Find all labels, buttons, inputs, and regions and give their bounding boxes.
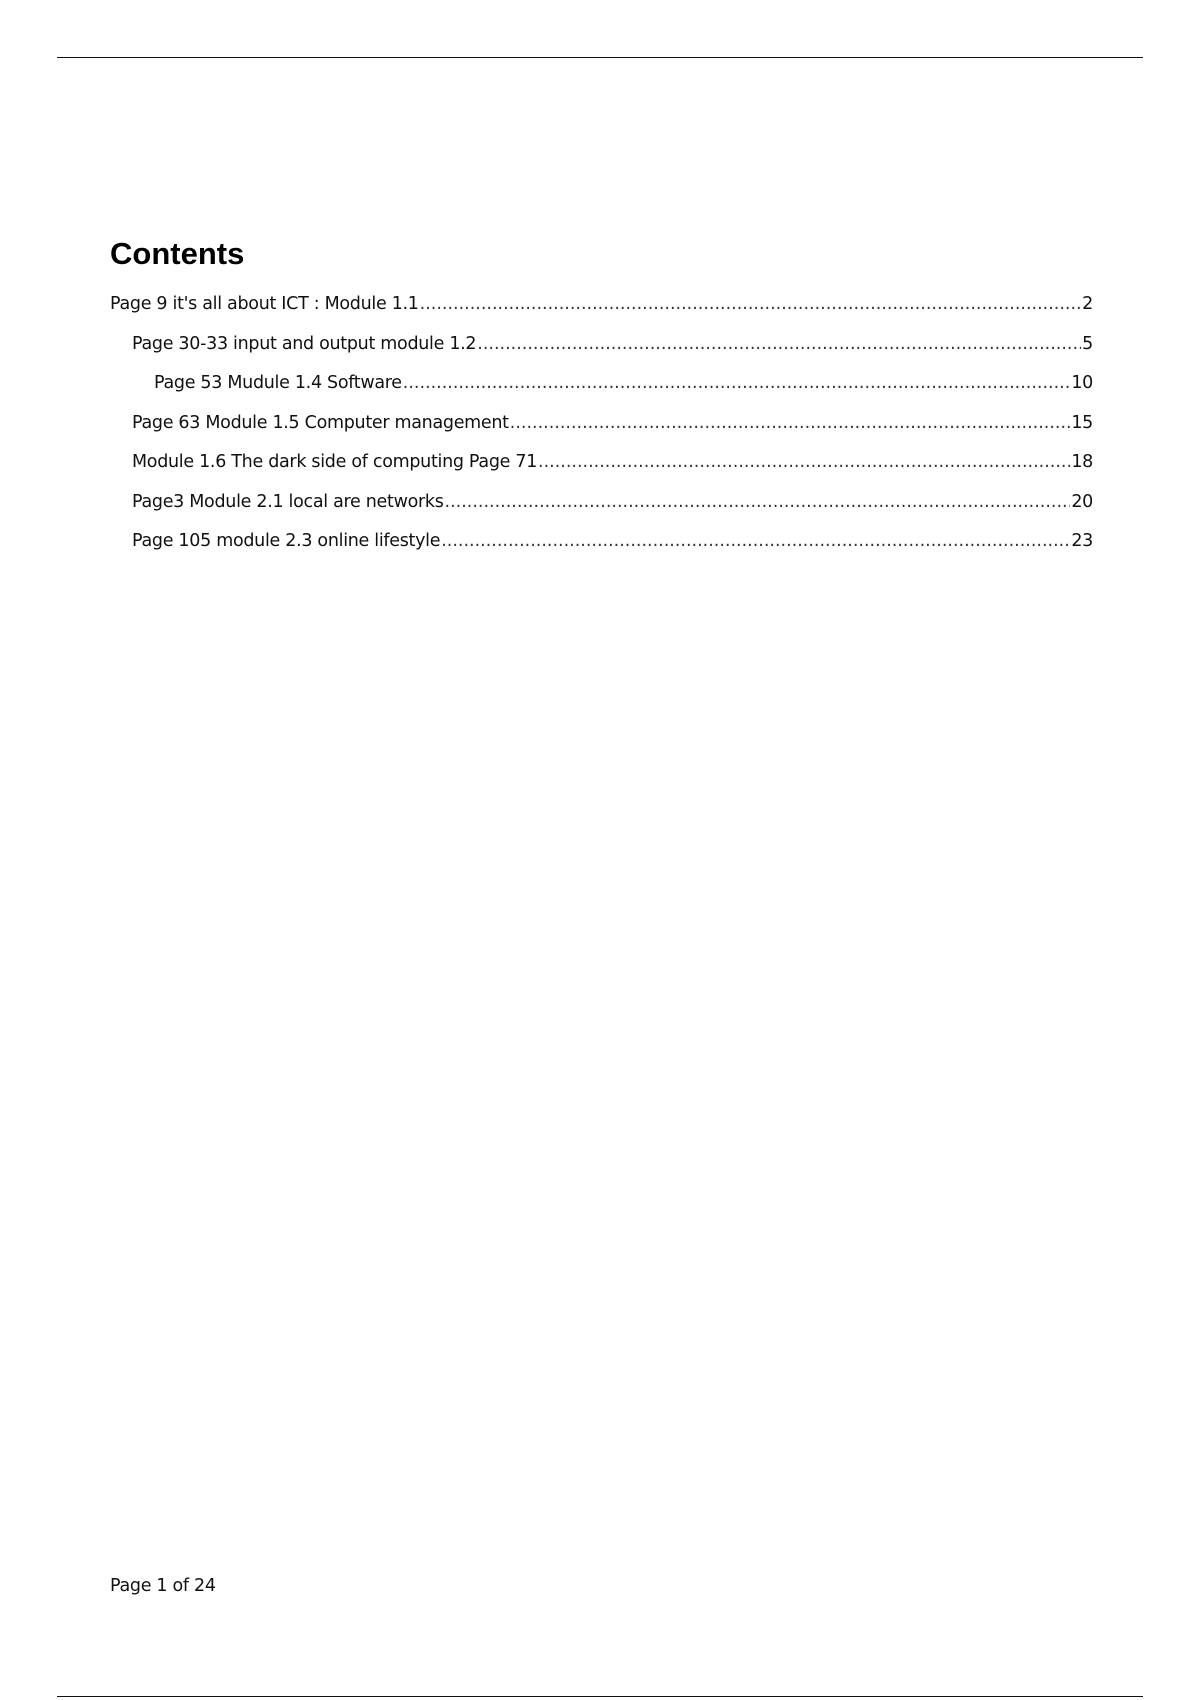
toc-entry[interactable] [110, 373, 1093, 413]
toc-entry[interactable] [110, 334, 1093, 374]
page-number-footer: Page 1 of 24 [110, 1576, 216, 1596]
toc-entry-text: Page3 Module 2.1 local are networks [132, 491, 444, 512]
toc-entry-page: 15 [1071, 412, 1093, 433]
toc-entry[interactable] [110, 492, 1093, 532]
toc-entry-page: 18 [1071, 452, 1093, 472]
toc-entry[interactable] [110, 452, 1093, 492]
toc-list [110, 294, 1093, 571]
toc-entry-page: 20 [1071, 491, 1093, 512]
toc-entry[interactable] [110, 531, 1093, 571]
toc-entry-text: Page 9 it's all about ICT : Module 1.1 [110, 294, 419, 314]
toc-dot-leader [538, 452, 1070, 472]
toc-entry-text: Page 53 Mudule 1.4 Software [154, 373, 402, 393]
toc-entry-page: 10 [1071, 373, 1093, 393]
toc-entry-text: Page 63 Module 1.5 Computer management [132, 412, 509, 433]
toc-dot-leader [403, 373, 1071, 393]
toc-entry[interactable] [110, 413, 1093, 453]
toc-dot-leader [477, 334, 1081, 354]
header-rule [57, 57, 1143, 58]
toc-entry-text: Page 105 module 2.3 online lifestyle [132, 531, 441, 551]
table-of-contents [110, 228, 1093, 571]
toc-heading: Contents [110, 236, 245, 271]
toc-entry-text: Page 30-33 input and output module 1.2 [132, 333, 477, 354]
toc-dot-leader [441, 531, 1070, 551]
toc-entry-text: Module 1.6 The dark side of computing Page 71 [132, 452, 538, 472]
toc-dot-leader [420, 294, 1082, 314]
toc-entry-page: 5 [1082, 333, 1093, 354]
toc-entry-page: 23 [1071, 531, 1093, 551]
toc-entry-page: 2 [1082, 294, 1093, 314]
toc-entry[interactable] [110, 294, 1093, 334]
footer-rule [57, 1696, 1143, 1697]
toc-dot-leader [445, 492, 1071, 512]
toc-dot-leader [510, 413, 1071, 433]
